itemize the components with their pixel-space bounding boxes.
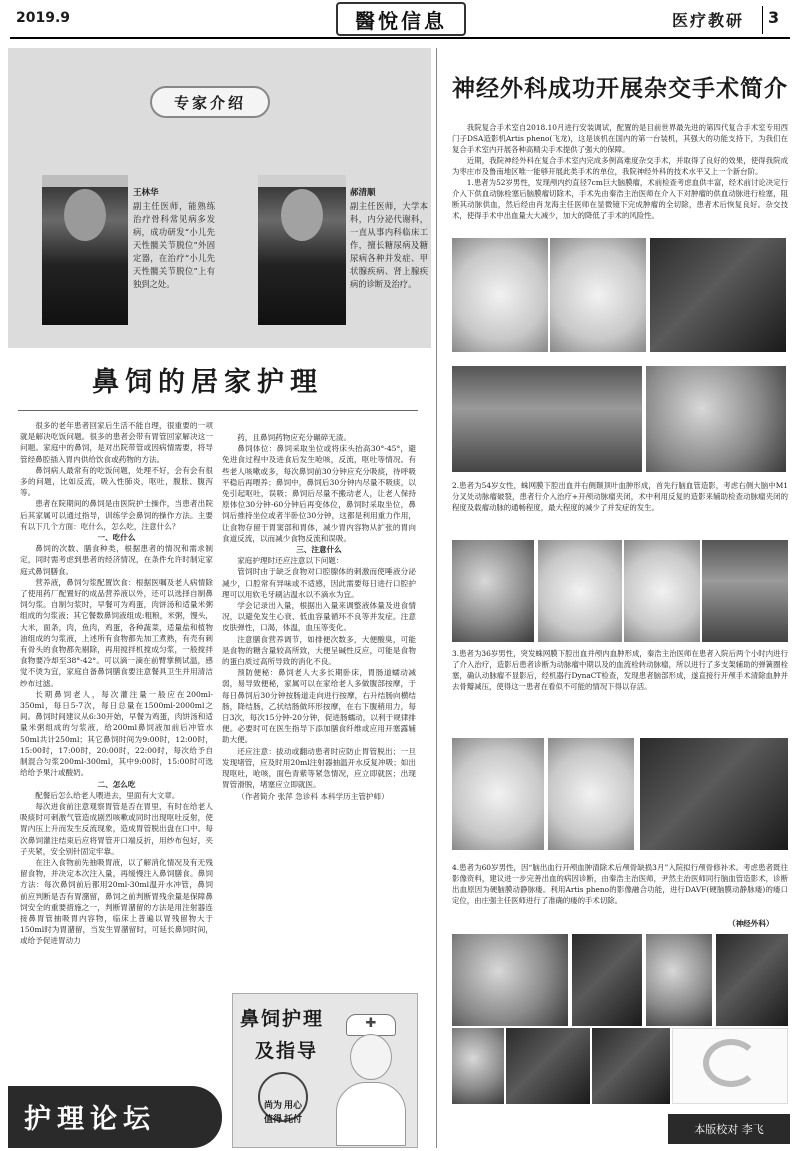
expert-1-name: 王林华 [133, 188, 159, 198]
reconstruction-image [506, 1028, 590, 1104]
experts-title-badge [150, 86, 270, 118]
neuro-case-2: 2.患者为54岁女性，蛛网膜下腔出血并右侧颞顶叶血肿形成，首先行脑血管造影，考虑右侧大脑中M1分叉处动脉瘤破裂，患者行介入治疗+开颅动脉瘤夹闭，术中利用反复的造影来辅助检查动脉瘤夹闭的程度及载瘤动脉的通畅程度，最大程度的减少了并发症的发生。 [452, 481, 788, 512]
portrait-photo [258, 175, 346, 325]
microscope-photo [702, 540, 788, 642]
ct-image [452, 540, 534, 642]
column-divider [436, 48, 437, 1148]
paragraph: 1.患者为52岁男性，发现颅内约直径7cm巨大脑膜瘤，术前检查考虑血供丰富，经术前讨论决定行介入下供血动脉栓塞后脑膜瘤切除术，手术先由秦浩主治医师在介入下对肿瘤的供血动脉进行栓塞，阻断其动脉供血，然后经由肖龙海主任医师在显微镜下完成肿瘤的全切除，患者术后恢复良好。杂交技术，使得手术中出血量大大减少，加大的降低了手术的风险性。 [452, 178, 788, 220]
expert-2-name: 郝清顺 [350, 188, 376, 198]
paragraph: （作者简介 张萍 急诊科 本科学历主管护师） [237, 791, 389, 801]
nurse-face [350, 1034, 392, 1080]
poster-tag-1: 用心 [284, 1101, 303, 1111]
paragraph: 学会记录出入量，根据出入量来调整液体量及进食情况，以避免发生心衰、低血容量循环不良等并发症。注意皮肤弹性，口渴，体温，血压等变化。 [222, 601, 416, 633]
nasal-column-2 [222, 432, 416, 988]
portrait-face [64, 189, 106, 241]
nurse-illustration [330, 1010, 412, 1146]
section-heading: 一、吃什么 [97, 533, 136, 543]
paragraph: 很多的老年患者回家后生活不能自理，很重要的一项就是解决吃饭问题。很多的患者会带有胃管回家解决这一问题。家庭中的鼻饲，是对出院带管或因病情需要，将导管经鼻腔插入胃内供给饮食或药物的方法。 [20, 421, 213, 464]
angiogram-image [548, 738, 634, 850]
paragraph: 长期鼻饲老人，每次灌注量一般应在200ml-350ml，每日5-7次，每日总量在1500ml-2000ml之间。鼻饲时间建议从6:30开始，早餐为鸡蛋，肉饼汤和适量米粥组成的匀浆液，给200ml鼻饲液加前后冲管水50ml共计250ml；其它鼻饲时间为9:00时，12:00时，15:00时，17:00时，20:00时，22:00时，每次给予自制混合匀浆200ml-300ml，其中9:00时，15:00时可选给给予果汁或酸奶。 [20, 689, 213, 778]
page-number: 3 [768, 8, 780, 27]
header-divider [762, 6, 763, 34]
neuro-case-4: 4.患者为60岁男性，因“脑出血行开颅血肿清除术后颅骨缺损3月”入院拟行颅骨修补术。考虑患者既往影像资料，建议进一步完善出血的病因诊断，由秦浩主治医师，尹然主治医师同行脑血管造影术，诊断出血原因为硬脑膜动静脉瘘。利用Artis pheno的影像融合功能，进行DAVF(硬脑膜动静脉瘘)的瘘口定位，由庄强主任医师进行了准确的瘘的手术切除。 [452, 863, 788, 905]
neuro-signature: （神经外科） [728, 919, 774, 928]
angiogram-image [452, 238, 548, 352]
masthead [336, 2, 466, 36]
reconstruction-image [452, 934, 568, 1026]
portrait-photo [42, 175, 128, 325]
angiogram-image [538, 540, 622, 642]
cross-icon: ✚ [365, 1016, 377, 1031]
nasal-title: 鼻饲的居家护理 [92, 367, 323, 398]
dsa-machine-photo [672, 1028, 788, 1104]
paragraph: 在注入食物前先抽吸胃液，以了解消化情况及有无残留食物，并决定本次注入量，再缓慢注入鼻饲膳食。鼻饲方法：每次鼻饲前后都用20ml-30ml温开水冲管，鼻饲前应判断是否有胃潴留，鼻饲之前判断胃残余量是保障鼻饲安全的重要措施之一，判断胃潴留的方法是用注射器连接鼻胃管抽吸胃内容物，临床上普遍以胃残留物大于150ml时为胃潴留，当发生胃潴留时，可延长鼻饲时间，或给予促进胃动力 [20, 857, 213, 946]
section-heading: 二、怎么吃 [97, 779, 136, 789]
reconstruction-image [572, 934, 642, 1026]
angiogram-image [550, 238, 646, 352]
neuro-title: 神经外科成功开展杂交手术简介 [452, 75, 788, 102]
paragraph: 患者在院期间的鼻饲是由医院护士操作，当患者出院后其家属可以通过指导，训练学会鼻饲的操作方法。主要有以下几个方面：吃什么，怎么吃，注意什么？ [20, 499, 213, 531]
mri-image [650, 238, 786, 352]
poster-tag-2: 托付 [284, 1115, 303, 1125]
paragraph: 配餐后怎么给老人喂进去，里面有大文章。 [35, 790, 180, 800]
proofreader: 本版校对 李飞 [694, 1123, 764, 1136]
poster-tag-b: 值得 [264, 1115, 283, 1125]
paragraph: 每次进食前注意观察胃管是否在胃里，有时在给老人吸痰时可刺激气管造成剧烈咳嗽或同时出现呕吐反射，使胃内压上升而发生反流现象，造成胃管脱出盘在口中。每次鼻饲灌注结束后应将胃管开口端反折，用纱布包好，夹子夹紧，安全别针固定牢靠。 [20, 801, 213, 856]
forum-title: 护理论坛 [24, 1104, 156, 1135]
paragraph: 还应注意：拔动或翻动患者时应防止胃管脱出；一旦发现堵管，应及时用20ml注射器抽温开水反复冲吸；如出现呕吐，呛咳，面色青紫等紧急情况，应立即就医；出现胃管滑脱，堵塞应立即就医。 [222, 746, 416, 790]
paragraph: 预防便秘：鼻饲老人大多长期卧床，胃肠道蠕动减弱，易导致便秘，家属可以在家给老人多做腹部按摩，于每日鼻饲后30分钟按肠道走向进行按摩，右升结肠向横结肠，降结肠，乙状结肠做环形按摩，在右下腹稍用力，每日3次，每次15分钟-20分钟，促进肠蠕动，以利于规律排便。必要时可在医生指导下添加膳食纤维或应用开塞露辅助大便。 [222, 668, 416, 745]
section-name: 医疗教研 [672, 11, 745, 30]
experts-title: 专家介绍 [173, 93, 246, 112]
header-date: 2019.9 [16, 10, 71, 26]
ct-image [640, 738, 788, 850]
paragraph: 近期，我院神经外科在复合手术室内完成多例高难度杂交手术，并取得了良好的效果，使得我院成为枣庄市及鲁南地区唯一能够开展此类手术的单位，我院神经外科的技术水平又上一个新台阶。 [452, 156, 788, 176]
paragraph: 营养液，鼻饲匀浆配置饮食：根据医嘱及老人病情除了使用药厂配置好的成品营养液以外，还可以选择自制鼻饲匀浆。自制匀浆时，早餐可为鸡蛋，肉饼汤和适量米粥组成的匀浆液；其它餐数鼻饲液组成:粗粮，米粥，馒头，大米，面条，肉，鱼肉，鸡蛋，各种蔬菜，适量盐和植物油组成的匀浆液，上述所有食物都先加工煮熟，有壳有刺有骨头的食物都先剔除，再用搅拌机搅成匀浆，一般搅拌食物要冷却至38°-42°。可以滴一滴在前臂掌侧试温，感觉不烫为宜，家庭自备鼻饲膳食要注意餐具卫生并用清洁纱布过滤。 [20, 577, 213, 688]
paragraph: 鼻饲的次数、膳食种类，根据患者的情况和需求制定，同时需考虑到患者的经济情况，在条件允许时制定家庭式鼻饲膳食。 [20, 544, 213, 576]
masthead-text: 醫悅信息 [355, 8, 447, 33]
poster-line-2: 及指导 [255, 1040, 319, 1062]
portrait-face [281, 189, 323, 241]
paragraph: 鼻饲病人最常有的吃饭问题，处理不好，会有会有很多的问题，比如反流，吸入性肺炎，呕吐，腹胀、腹泻等。 [20, 465, 213, 498]
reconstruction-image [646, 934, 712, 1026]
paragraph: 鼻饲体位：鼻饲采取坐位或将床头抬高30°-45°，避免进食过程中及进食后发生呛咳，反流，呕吐等情况。有些老人咳嗽或多，每次鼻饲前30分钟应充分吸痰，待呼吸平稳后再喂养；鼻饲中，鼻饲后30分钟内尽量不吸痰，以免引起呕吐，误吸；鼻饲后尽量不搬动老人，让老人保持原体位30分钟-60分钟后再变体位，鼻饲时采取坐位，鼻饲后推持坐位或者半卧位30分钟，这都是利用重力作用，让食物存留于胃窦部和胃体，减少胃内容物从扩张的胃向食道反流，以而减少食物反流和误吸。 [222, 444, 416, 543]
poster-line-1: 鼻饲护理 [240, 1008, 325, 1030]
nasal-rule [18, 410, 418, 411]
reconstruction-image [592, 1028, 670, 1104]
tumor-photo [646, 366, 786, 472]
section-heading: 三、注意什么 [296, 545, 342, 555]
reconstruction-image [452, 1028, 504, 1104]
paragraph: 家庭护理时还应注意以下问题： [237, 556, 344, 566]
paragraph: 管饲时由于缺乏食物对口腔腺体的刺激而使唾液分泌减少，口腔常有异味或不适感，因此需要每日进行口腔护理可以用软毛牙刷沾温水以不滴水为宜。 [222, 567, 416, 599]
paragraph: 注意膳食营养调节，如排便次数多，大便酸臭，可能是食物的糖含量较高所致，大便呈碱性反应，可能是食物的蛋白质过高所导致的消化不良。 [222, 634, 416, 667]
expert-1-bio: 副主任医师，能熟练治疗骨科常见病多发病，成功研发“小儿先天性髋关节脱位”外固定器，在治疗“小儿先天性髋关节脱位”上有独到之处。 [133, 201, 215, 289]
machine-arm [703, 1039, 759, 1087]
paragraph: 药，且鼻饲药物应充分碾碎无渣。 [237, 433, 352, 442]
surgery-photo [452, 366, 642, 472]
neuro-case-3: 3.患者为36岁男性，突发蛛网膜下腔出血并颅内血肿形成，秦浩主治医师在患者入院后两个小时内进行了介入治疗，造影后患者诊断为动脉瘤中期以及的血流栓转动脉瘤，所以进行了多支架辅助的弹簧圈栓塞，确认动脉瘤不显影后，经机器行DynaCT检查，发现患者脑部形成，遂直接行开颅手术清除血肿并去骨瓣减压，使得这一患者在看似不可能的情况下得以存活。 [452, 649, 788, 691]
paragraph: 我院复合手术室自2018.10月进行安装调试，配置的是目前世界最先进的第四代复合手术室专用西门子DSA造影机Artis pheno(飞龙)，这是该机在国内的第一台装机，其强大的功能支持下，为我们在复合手术室内开展各种高精尖手术提供了强大的保障。 [452, 123, 788, 154]
proof-box [668, 1114, 790, 1144]
poster-tag-a: 尚为 [264, 1101, 283, 1111]
nurse-body [336, 1082, 406, 1146]
expert-2-bio: 副主任医师，大学本科，内分泌代谢科，一直从事内科临床工作，擅长糖尿病及糖尿病各种并发症、甲状腺疾病、肾上腺疾病的诊断及治疗。 [350, 201, 428, 289]
angiogram-image [624, 540, 700, 642]
angiogram-image [452, 738, 544, 850]
reconstruction-image [716, 934, 788, 1026]
nasal-column-1 [20, 420, 213, 1068]
header-rule [10, 37, 790, 39]
